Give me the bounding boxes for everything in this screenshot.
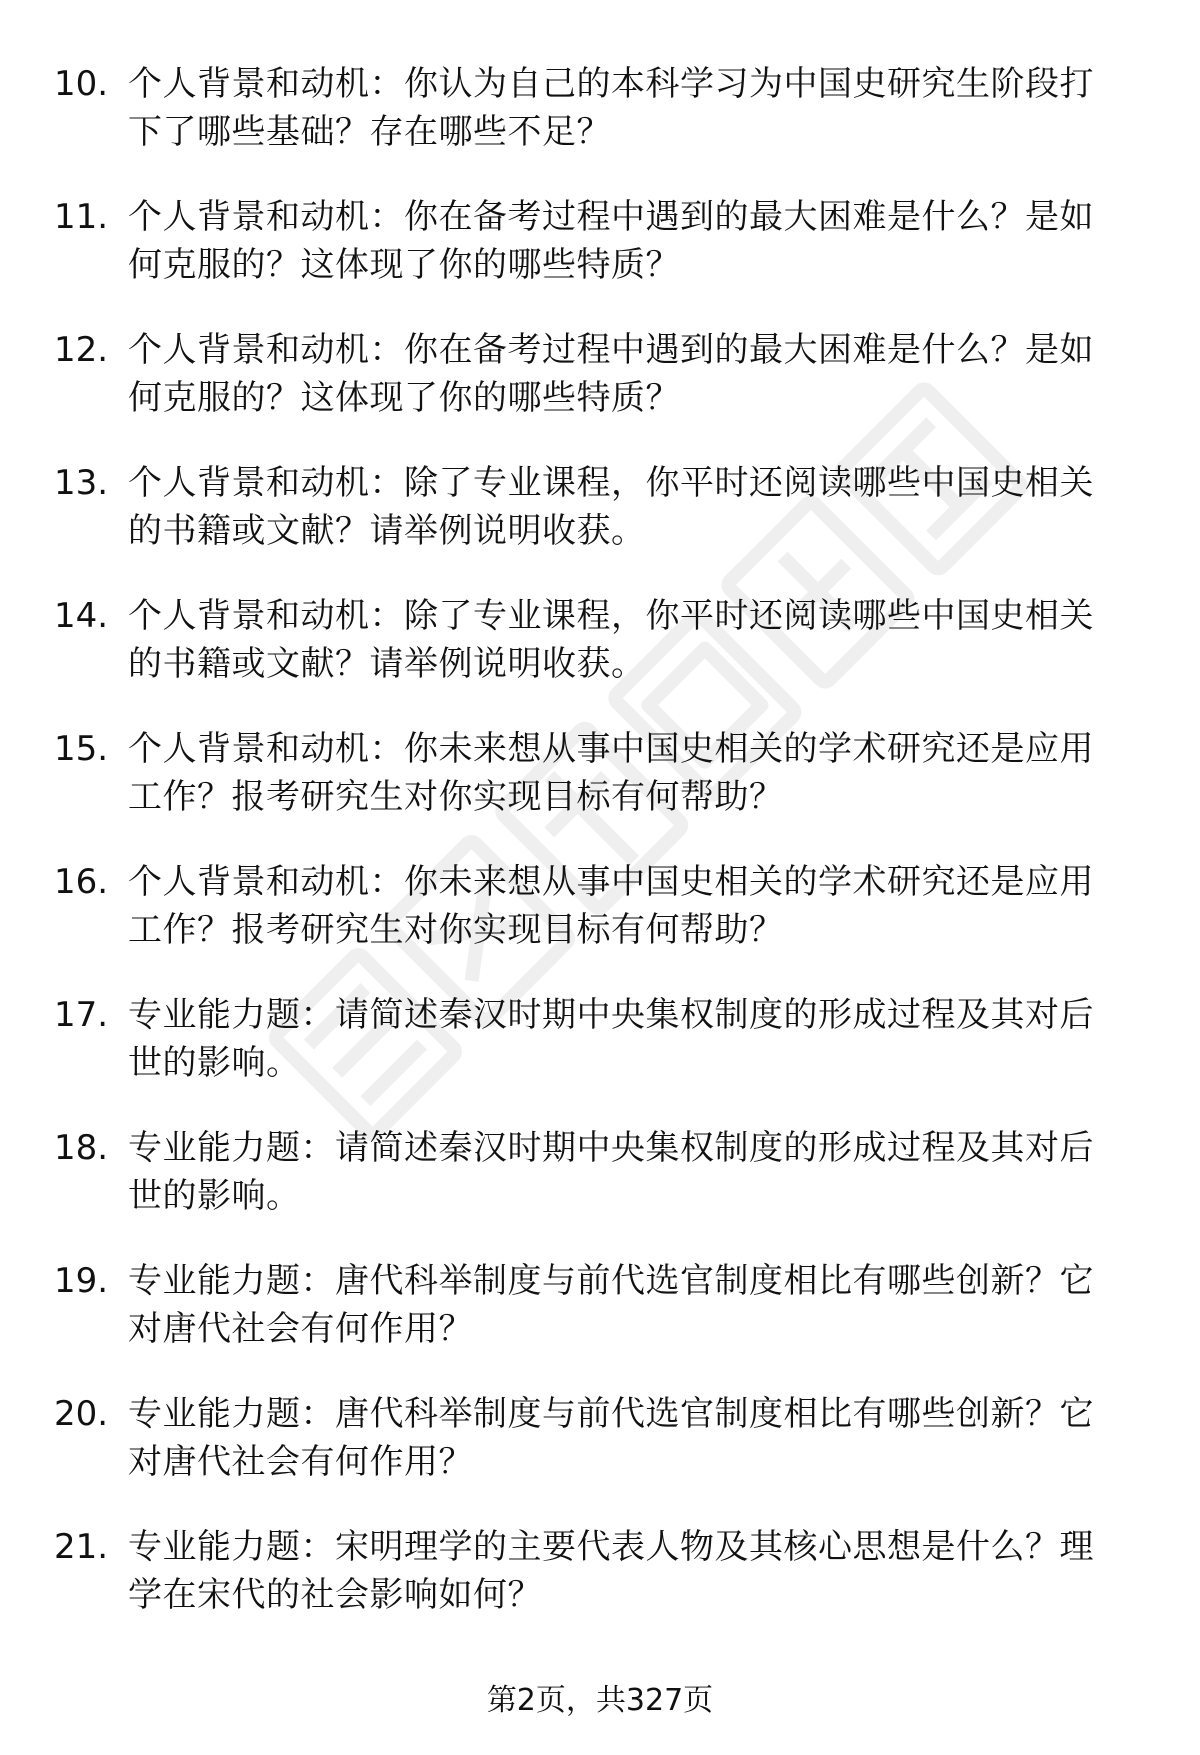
question-number: 10. (54, 64, 109, 104)
question-item (0, 193, 1200, 326)
question-text (128, 1523, 1138, 1619)
question-text-line: 工作？报考研究生对你实现目标有何帮助？ (128, 777, 784, 817)
question-text-line: 对唐代社会有何作用？ (128, 1442, 473, 1482)
question-item (0, 725, 1200, 858)
question-text-line: 世的影响。 (128, 1043, 301, 1083)
question-number: 14. (54, 596, 109, 636)
question-number: 15. (54, 729, 109, 769)
question-text-line: 的书籍或文献？请举例说明收获。 (128, 511, 646, 551)
question-text (128, 60, 1138, 156)
question-number: 13. (54, 463, 109, 503)
question-text-line: 个人背景和动机：你未来想从事中国史相关的学术研究还是应用 (128, 862, 1094, 902)
question-text-line: 何克服的？这体现了你的哪些特质？ (128, 378, 680, 418)
question-text-line: 个人背景和动机：除了专业课程，你平时还阅读哪些中国史相关 (128, 596, 1094, 636)
question-text (128, 592, 1138, 688)
question-text-line: 世的影响。 (128, 1176, 301, 1216)
question-number: 19. (54, 1261, 109, 1301)
page-footer (0, 1681, 1200, 1721)
page-number-label: 第2页，共327页 (486, 1683, 714, 1718)
question-text-line: 工作？报考研究生对你实现目标有何帮助？ (128, 910, 784, 950)
question-text (128, 858, 1138, 954)
question-item (0, 1257, 1200, 1390)
question-text-line: 个人背景和动机：你在备考过程中遇到的最大困难是什么？是如 (128, 197, 1094, 237)
question-text (128, 725, 1138, 821)
question-text-line: 下了哪些基础？存在哪些不足？ (128, 112, 611, 152)
question-text-line: 专业能力题：宋明理学的主要代表人物及其核心思想是什么？理 (128, 1527, 1094, 1567)
question-item (0, 592, 1200, 725)
question-item (0, 326, 1200, 459)
question-number: 20. (54, 1394, 109, 1434)
question-item (0, 459, 1200, 592)
question-text-line: 对唐代社会有何作用？ (128, 1309, 473, 1349)
question-text (128, 1257, 1138, 1353)
question-text (128, 1390, 1138, 1486)
question-text (128, 193, 1138, 289)
question-text-line: 专业能力题：唐代科举制度与前代选官制度相比有哪些创新？它 (128, 1394, 1094, 1434)
question-text-line: 专业能力题：唐代科举制度与前代选官制度相比有哪些创新？它 (128, 1261, 1094, 1301)
question-text-line: 学在宋代的社会影响如何？ (128, 1575, 542, 1615)
question-number: 16. (54, 862, 109, 902)
question-text-line: 专业能力题：请简述秦汉时期中央集权制度的形成过程及其对后 (128, 1128, 1094, 1168)
question-item (0, 1390, 1200, 1523)
question-number: 17. (54, 995, 109, 1035)
question-text-line: 个人背景和动机：除了专业课程，你平时还阅读哪些中国史相关 (128, 463, 1094, 503)
question-item (0, 991, 1200, 1124)
question-text-line: 个人背景和动机：你在备考过程中遇到的最大困难是什么？是如 (128, 330, 1094, 370)
question-number: 21. (54, 1527, 109, 1567)
question-number: 12. (54, 330, 109, 370)
question-number: 11. (54, 197, 109, 237)
question-item (0, 1124, 1200, 1257)
question-list (0, 60, 1200, 1656)
question-text (128, 991, 1138, 1087)
question-number: 18. (54, 1128, 109, 1168)
question-text-line: 个人背景和动机：你认为自己的本科学习为中国史研究生阶段打 (128, 64, 1094, 104)
question-item (0, 60, 1200, 193)
question-text-line: 个人背景和动机：你未来想从事中国史相关的学术研究还是应用 (128, 729, 1094, 769)
question-text-line: 专业能力题：请简述秦汉时期中央集权制度的形成过程及其对后 (128, 995, 1094, 1035)
question-text (128, 459, 1138, 555)
question-text-line: 何克服的？这体现了你的哪些特质？ (128, 245, 680, 285)
question-text (128, 326, 1138, 422)
question-text (128, 1124, 1138, 1220)
question-item (0, 1523, 1200, 1656)
question-item (0, 858, 1200, 991)
question-text-line: 的书籍或文献？请举例说明收获。 (128, 644, 646, 684)
